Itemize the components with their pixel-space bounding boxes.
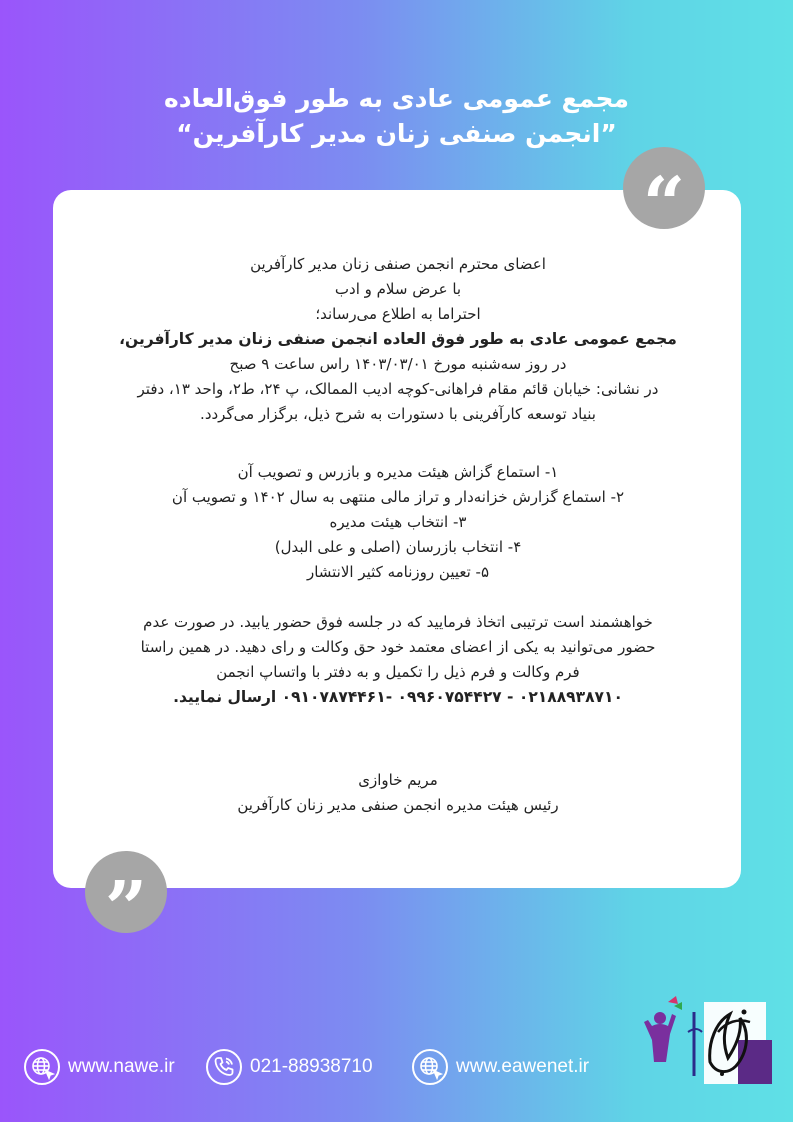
request-line: حضور می‌توانید به یکی از اعضای معتمد خود حق وکالت و رای دهید. در همین راستا bbox=[140, 638, 656, 656]
intro-date: در روز سه‌شنبه مورخ ۱۴۰۳/۰۳/۰۱ راس ساعت ۹ صبح bbox=[229, 355, 567, 373]
request-contact-numbers: ۰۲۱۸۸۹۳۸۷۱۰ - ۰۹۹۶۰۷۵۴۴۲۷ -۰۹۱۰۷۸۷۴۴۶۱ ارسال نمایید. bbox=[173, 688, 623, 706]
quote-close-glyph: ” bbox=[104, 866, 148, 952]
intro-address: در نشانی: خیابان قائم مقام فراهانی-کوچه ادیب الممالک، پ ۲۴، ط۲، واحد ۱۳، دفتر bbox=[137, 380, 659, 398]
intro-notice: احتراما به اطلاع می‌رساند؛ bbox=[315, 305, 481, 323]
footer-website-nawe-text[interactable]: www.nawe.ir bbox=[68, 1056, 175, 1077]
phone-icon bbox=[206, 1049, 242, 1085]
footer-phone[interactable] bbox=[206, 1047, 373, 1087]
signature-section bbox=[60, 768, 736, 818]
intro-recipients: اعضای محترم انجمن صنفی زنان مدیر کارآفرین bbox=[250, 255, 546, 273]
header-title-line2: ”انجمن صنفی زنان مدیر کارآفرین“ bbox=[176, 119, 617, 148]
agenda-item: ۵- تعیین روزنامه کثیر الانتشار bbox=[306, 563, 490, 581]
signatory-role: رئیس هیئت مدیره انجمن صنفی مدیر زنان کارآفرین bbox=[237, 796, 559, 814]
agenda-item: ۱- استماع گزاش هیئت مدیره و بازرس و تصویب آن bbox=[237, 463, 559, 481]
intro-greeting: با عرض سلام و ادب bbox=[334, 280, 462, 298]
globe-cursor-icon bbox=[24, 1049, 60, 1085]
header-title-line1: مجمع عمومی عادی به طور فوق‌العاده bbox=[164, 84, 629, 113]
agenda-item: ۲- استماع گزارش خزانه‌دار و تراز مالی منتهی به سال ۱۴۰۲ و تصویب آن bbox=[171, 488, 625, 506]
request-section bbox=[60, 610, 736, 710]
globe-cursor-icon bbox=[412, 1049, 448, 1085]
quote-close-icon bbox=[85, 851, 167, 952]
association-logo bbox=[638, 992, 772, 1088]
agenda-item: ۴- انتخاب بازرسان (اصلی و علی البدل) bbox=[274, 538, 522, 556]
request-line: فرم وکالت و فرم ذیل را تکمیل و به دفتر با واتساپ انجمن bbox=[216, 663, 580, 681]
agenda-list bbox=[60, 460, 736, 585]
quote-open-icon bbox=[623, 147, 705, 248]
request-line: خواهشمند است ترتیبی اتخاذ فرمایید که در جلسه فوق حضور یابید. در صورت عدم bbox=[143, 613, 653, 631]
agenda-item: ۳- انتخاب هیئت مدیره bbox=[329, 513, 467, 531]
signatory-name: مریم خاوازی bbox=[358, 771, 438, 789]
footer-website-nawe[interactable] bbox=[24, 1047, 175, 1087]
quote-open-glyph: “ bbox=[642, 162, 686, 248]
footer-phone-text[interactable]: 021-88938710 bbox=[250, 1056, 373, 1077]
footer-website-eawenet[interactable] bbox=[412, 1047, 589, 1087]
intro-meeting-title: مجمع عمومی عادی به طور فوق العاده انجمن صنفی زنان مدیر کارآفرین، bbox=[119, 330, 677, 348]
intro-section bbox=[60, 252, 736, 427]
intro-address-cont: بنیاد توسعه کارآفرینی با دستورات به شرح ذیل، برگزار می‌گردد. bbox=[200, 405, 596, 423]
footer-website-eawenet-text[interactable]: www.eawenet.ir bbox=[456, 1056, 590, 1077]
